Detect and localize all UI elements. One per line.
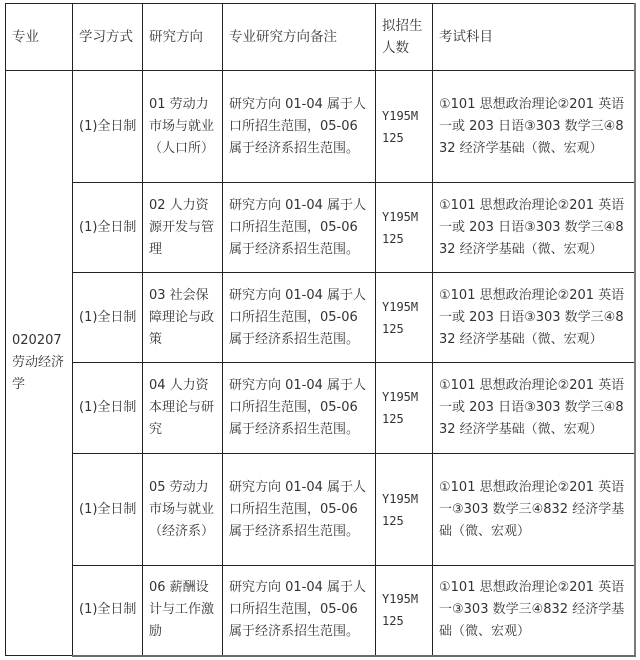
planned-enrollment-cell: Y195M 125: [376, 183, 433, 273]
study-mode-cell: (1)全日制: [73, 273, 143, 363]
table-row: [6, 273, 635, 363]
research-direction-cell: 02 人力资源开发与管理: [143, 183, 223, 273]
header-study-mode: 学习方式: [73, 4, 143, 71]
study-mode-cell: (1)全日制: [73, 363, 143, 454]
header-exam-subjects: 考试科目: [433, 4, 635, 71]
exam-subjects-cell: ①101 思想政治理论②201 英语一③303 数学三④832 经济学基础（微、宏观）: [433, 454, 635, 566]
research-direction-cell: 03 社会保障理论与政策: [143, 273, 223, 363]
table-row: [6, 363, 635, 454]
planned-enrollment-cell: Y195M 125: [376, 363, 433, 454]
exam-subjects-cell: ①101 思想政治理论②201 英语一或 203 日语③303 数学三④832 经济学基础（微、宏观）: [433, 183, 635, 273]
study-mode-cell: (1)全日制: [73, 566, 143, 656]
exam-subjects-cell: ①101 思想政治理论②201 英语一或 203 日语③303 数学三④832 经济学基础（微、宏观）: [433, 363, 635, 454]
planned-enrollment-cell: Y195M 125: [376, 273, 433, 363]
header-research-direction: 研究方向: [143, 4, 223, 71]
exam-subjects-cell: ①101 思想政治理论②201 英语一③303 数学三④832 经济学基础（微、宏观）: [433, 566, 635, 656]
study-mode-cell: (1)全日制: [73, 454, 143, 566]
research-direction-cell: 01 劳动力市场与就业（人口所）: [143, 71, 223, 183]
major-code: 020207: [12, 333, 62, 348]
study-mode-cell: (1)全日制: [73, 183, 143, 273]
research-direction-cell: 05 劳动力市场与就业（经济系）: [143, 454, 223, 566]
direction-notes-cell: 研究方向 01-04 属于人口所招生范围，05-06 属于经济系招生范围。: [223, 183, 376, 273]
major-cell: [6, 71, 73, 656]
research-direction-cell: 06 薪酬设计与工作激励: [143, 566, 223, 656]
header-row: [6, 4, 635, 71]
table-row: [6, 566, 635, 656]
planned-enrollment-cell: Y195M 125: [376, 454, 433, 566]
exam-subjects-cell: ①101 思想政治理论②201 英语一或 203 日语③303 数学三④832 经济学基础（微、宏观）: [433, 273, 635, 363]
direction-notes-cell: 研究方向 01-04 属于人口所招生范围，05-06 属于经济系招生范围。: [223, 454, 376, 566]
direction-notes-cell: 研究方向 01-04 属于人口所招生范围，05-06 属于经济系招生范围。: [223, 273, 376, 363]
table-row: [6, 183, 635, 273]
major-name: 劳动经济学: [12, 355, 65, 392]
table-row: [6, 454, 635, 566]
direction-notes-cell: 研究方向 01-04 属于人口所招生范围，05-06 属于经济系招生范围。: [223, 363, 376, 454]
direction-notes-cell: 研究方向 01-04 属于人口所招生范围，05-06 属于经济系招生范围。: [223, 566, 376, 656]
exam-subjects-cell: ①101 思想政治理论②201 英语一或 203 日语③303 数学三④832 经济学基础（微、宏观）: [433, 71, 635, 183]
planned-enrollment-cell: Y195M 125: [376, 566, 433, 656]
research-direction-cell: 04 人力资本理论与研究: [143, 363, 223, 454]
planned-enrollment-cell: Y195M 125: [376, 71, 433, 183]
header-direction-notes: 专业研究方向备注: [223, 4, 376, 71]
table-row: [6, 71, 635, 183]
header-planned-enrollment: 拟招生人数: [376, 4, 433, 71]
direction-notes-cell: 研究方向 01-04 属于人口所招生范围，05-06 属于经济系招生范围。: [223, 71, 376, 183]
study-mode-cell: (1)全日制: [73, 71, 143, 183]
header-major: 专业: [6, 4, 73, 71]
admissions-table: [5, 3, 636, 657]
